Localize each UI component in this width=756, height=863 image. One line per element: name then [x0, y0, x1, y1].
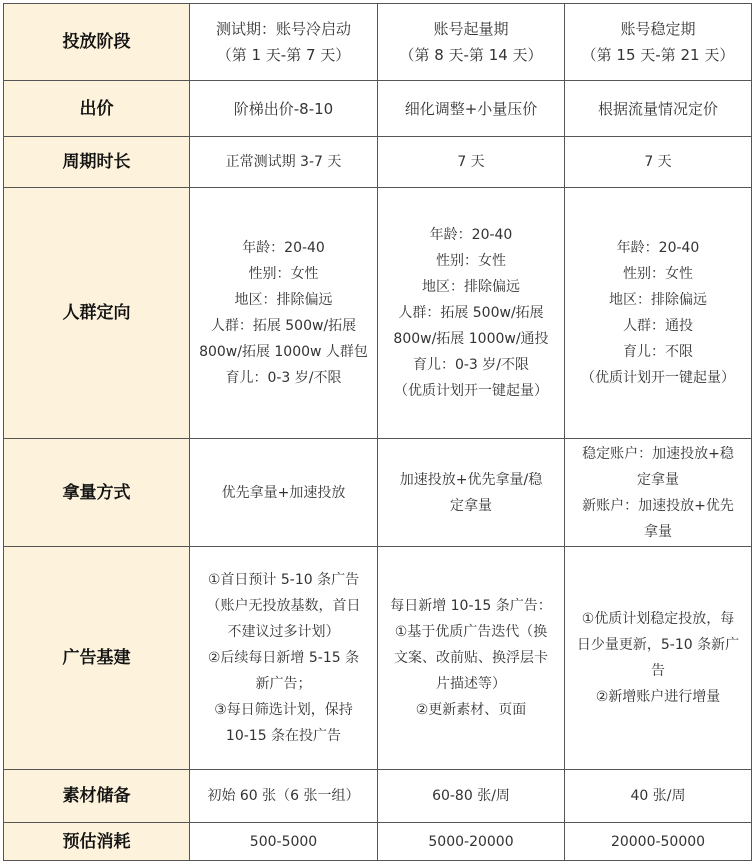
table-row: [4, 547, 752, 770]
cell-delivery-ramp: 加速投放+优先拿量/稳 定拿量: [378, 439, 565, 547]
cell-ad-setup-stable: ①优质计划稳定投放，每 日少量更新，5-10 条新广 告 ②新增账户进行增量: [565, 547, 752, 770]
row-header-stage: 投放阶段: [4, 4, 190, 81]
row-header-ad-setup: 广告基建: [4, 547, 190, 770]
cell-targeting-test: 年龄：20-40 性别：女性 地区：排除偏远 人群：拓展 500w/拓展 800w/拓展 1000w 人群包 育儿：0-3 岁/不限: [190, 188, 378, 439]
table-row: [4, 823, 752, 861]
cell-targeting-ramp: 年龄：20-40 性别：女性 地区：排除偏远 人群：拓展 500w/拓展 800w/拓展 1000w/通投 育儿：0-3 岁/不限 （优质计划开一键起量）: [378, 188, 565, 439]
cell-assets-ramp: 60-80 张/周: [378, 770, 565, 823]
cell-spend-test: 500-5000: [190, 823, 378, 861]
table-row: [4, 137, 752, 188]
table-row: [4, 188, 752, 439]
cell-assets-test: 初始 60 张（6 张一组）: [190, 770, 378, 823]
cell-stage-stable: 账号稳定期 （第 15 天-第 21 天）: [565, 4, 752, 81]
cell-delivery-stable: 稳定账户：加速投放+稳 定拿量 新账户：加速投放+优先 拿量: [565, 439, 752, 547]
cell-stage-test: 测试期：账号冷启动 （第 1 天-第 7 天）: [190, 4, 378, 81]
cell-ad-setup-ramp: 每日新增 10-15 条广告： ①基于优质广告迭代（换 文案、改前贴、换浮层卡 片描述等） ②更新素材、页面: [378, 547, 565, 770]
row-header-assets: 素材储备: [4, 770, 190, 823]
cell-stage-ramp: 账号起量期 （第 8 天-第 14 天）: [378, 4, 565, 81]
table-row: [4, 439, 752, 547]
cell-ad-setup-test: ①首日预计 5-10 条广告 （账户无投放基数，首日 不建议过多计划） ②后续每日新增 5-15 条 新广告； ③每日筛选计划，保持 10-15 条在投广告: [190, 547, 378, 770]
cell-bid-test: 阶梯出价-8-10: [190, 81, 378, 137]
table-row: [4, 81, 752, 137]
cell-spend-ramp: 5000-20000: [378, 823, 565, 861]
cell-bid-stable: 根据流量情况定价: [565, 81, 752, 137]
cell-duration-test: 正常测试期 3-7 天: [190, 137, 378, 188]
cell-bid-ramp: 细化调整+小量压价: [378, 81, 565, 137]
cell-duration-stable: 7 天: [565, 137, 752, 188]
table-row: [4, 770, 752, 823]
cell-targeting-stable: 年龄：20-40 性别：女性 地区：排除偏远 人群：通投 育儿：不限 （优质计划开一键起量）: [565, 188, 752, 439]
row-header-targeting: 人群定向: [4, 188, 190, 439]
cell-delivery-test: 优先拿量+加速投放: [190, 439, 378, 547]
row-header-duration: 周期时长: [4, 137, 190, 188]
cell-spend-stable: 20000-50000: [565, 823, 752, 861]
cell-assets-stable: 40 张/周: [565, 770, 752, 823]
table-row: [4, 4, 752, 81]
row-header-bid: 出价: [4, 81, 190, 137]
row-header-spend: 预估消耗: [4, 823, 190, 861]
cell-duration-ramp: 7 天: [378, 137, 565, 188]
row-header-delivery: 拿量方式: [4, 439, 190, 547]
ad-plan-table: [3, 3, 752, 861]
